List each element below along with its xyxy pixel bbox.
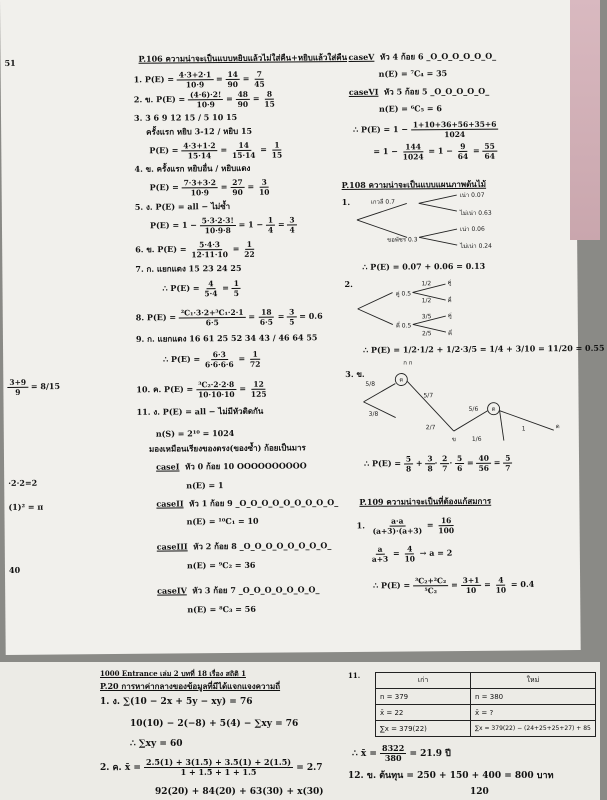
section-header-p106: P.106 ความน่าจะเป็นแบบหยิบแล้วไม่ใส่คืน+หยิบแล้วใส่คืน: [138, 51, 348, 64]
tree-1-leaf-4: ไม่เน่า 0.24: [460, 242, 492, 250]
answer-4: 4. ข. ครั้งแรก หยิบอื่น / หยิบแดง: [134, 162, 251, 174]
answer-6: 6. ข. P(E) = $\frac{5\cdot 4\cdot 3}{12\cdot 11\cdot 10}$ = $\frac{1}{22}$: [135, 239, 255, 260]
tree-1-branch-1: เกวลี 0.7: [370, 198, 395, 206]
margin-line-2: (1)² = π: [8, 501, 44, 512]
bottom-header: 1000 Entrance เล่ม 2 บทที่ 18 เรื่อง สถิติ 1: [100, 669, 246, 678]
table-cell: ∑x = 379(22): [376, 721, 471, 737]
case-5: caseV หัว 4 ก้อย 6 _O_O_O_O_O_O_: [348, 50, 497, 62]
bottom-line-4: 2. ค. x̄ = $\frac{2.5(1) + 3(1.5) + 3.5(1) + 2(1.5)}{1 + 1.5 + 1 + 1.5}$ = 2.7: [100, 757, 323, 777]
answer-11: 11. ง. P(E) = all − ไม่มีหัวติดกัน: [136, 405, 264, 417]
table-cell: n = 379: [376, 689, 471, 705]
answer-4-calc: P(E) = $\frac{7\cdot 3+3\cdot 2}{10\cdot 9}$ = $\frac{27}{90}$ = $\frac{3}{10}$: [149, 177, 270, 198]
tree-2-branch-1: คู่ 0.5: [395, 290, 412, 298]
tree-1-number: 1.: [341, 196, 351, 208]
margin-line-3: 40: [8, 564, 21, 575]
section-header-p109: P.109 ความน่าจะเป็นที่ต้องแก้สมการ: [359, 495, 492, 507]
answer-9: 9. ก. แยกแดง 16 61 25 52 34 43 / 46 64 55: [135, 332, 318, 344]
case-3-result: n(E) = ⁹C₂ = 36: [186, 559, 256, 571]
table-row: [376, 721, 596, 737]
tree-3-prob-4: 2/7: [425, 424, 436, 432]
bottom-line-2: 10(10) − 2(−8) + 5(4) − ∑xy = 76: [130, 719, 299, 729]
tree-3-prob-5: 5/6: [468, 405, 479, 413]
answer-2: 2. ข. P(E) = $\frac{(4\cdot 6)\cdot 2!}{10\cdot 9}$ = $\frac{48}{90}$ = $\frac{8}{15}$: [133, 89, 275, 110]
comparison-table: [375, 672, 596, 737]
table-cell: x̄ = 22: [376, 705, 471, 721]
answer-11-note: มองเหมือนเรียงของตรง(ของซ้ำ) ก้อยเป็นมาร: [148, 442, 306, 454]
tree-2-leaf-1: คู่: [447, 279, 452, 287]
tree-diagram-3: [363, 370, 564, 447]
tree-3-number: 3. ข.: [345, 368, 365, 380]
bottom-q12: 12. ข. ต้นทุน = 250 + 150 + 400 = 800 บาท: [348, 771, 554, 781]
page-ref: 51: [4, 57, 16, 68]
case-2: caseII หัว 1 ก้อย 9 _O_O_O_O_O_O_O_O_O_: [156, 497, 339, 509]
bottom-line-5: 92(20) + 84(20) + 63(30) + x(30): [155, 787, 324, 797]
tree-2-prob-4: 2/5: [421, 330, 432, 338]
tree-3-prob-3: 5/7: [423, 392, 434, 400]
tree-1-leaf-1: เน่า 0.07: [459, 191, 485, 199]
answer-10: 10. ค. P(E) = $\frac{\text{³C₂·2·2·8}}{10\cdot 10\cdot 10}$ = $\frac{12}{125}$: [136, 379, 267, 400]
case-6-result: n(E) = ⁶C₅ = 6: [378, 103, 442, 114]
case-1-result: n(E) = 1: [186, 480, 224, 491]
tree-3-prob-6: 1/6: [471, 435, 482, 443]
answer-3-note: ครั้งแรก หยิบ 3-12 / หยิบ 15: [146, 125, 253, 137]
tree-2-leaf-3: คู่: [447, 312, 452, 320]
bottom-q12-b: 120: [470, 787, 489, 797]
case-1: caseI หัว 0 ก้อย 10 OOOOOOOOOO: [156, 460, 307, 472]
case-6: caseVI หัว 5 ก้อย 5 _O_O_O_O_O_: [348, 85, 490, 97]
tree-3-prob-2: 3/8: [368, 410, 379, 418]
case-3: caseIII หัว 2 ก้อย 8 _O_O_O_O_O_O_O_O_: [156, 540, 332, 552]
case-4-result: n(E) = ⁸C₃ = 56: [187, 603, 256, 615]
answer-5-calc: P(E) = 1 − $\frac{5\cdot 3\cdot 2\cdot 3!}{10\cdot 9\cdot 8}$ = 1 − $\frac{1}{4}$ = $\frac{3}{4}$: [149, 215, 295, 236]
p109-q1: 1. $\frac{a\cdot a}{(a+3)\cdot(a+3)}$ = $\frac{16}{100}$: [356, 516, 455, 536]
tree-3-leaf: ด: [555, 423, 560, 431]
answer-11-final: = 1 − $\frac{144}{1024}$ = 1 − $\frac{9}{64}$ = $\frac{55}{64}$: [373, 141, 495, 162]
tree-1-leaf-2: ไม่เน่า 0.63: [459, 209, 492, 217]
answer-3: 3. 3 6 9 12 15 / 5 10 15: [133, 111, 238, 123]
case-5-result: n(E) = ⁷C₄ = 35: [378, 68, 448, 79]
table-header-old: เก่า: [376, 673, 471, 689]
bottom-average: ∴ x̄ = $\frac{8322}{380}$ = 21.9 ปี: [352, 743, 451, 763]
tree-1-branch-2: ขอพัชร 0.3: [387, 236, 418, 244]
answer-7-calc: ∴ P(E) = $\frac{4}{5\cdot 4}$ = $\frac{1}{5}$: [162, 278, 240, 299]
tree-3-node-2: ด: [491, 405, 496, 413]
answer-5: 5. ง. P(E) = all − ไม่ซ้ำ: [134, 200, 231, 212]
bottom-line-3: ∴ ∑xy = 60: [130, 739, 183, 749]
case-2-result: n(E) = ¹⁰C₁ = 10: [186, 515, 259, 527]
tree-2-branch-2: คี่ 0.5: [395, 322, 412, 330]
tree-2-number: 2.: [344, 278, 353, 290]
table-cell: x̄ = ?: [471, 705, 596, 721]
bottom-subheader: P.20 การหาค่ากลางของข้อมูลที่มีได้แจกแจงความถี่: [100, 681, 281, 691]
answer-7: 7. ก. แยกแดง 15 23 24 25: [135, 262, 242, 274]
tree-2-leaf-2: คี่: [447, 297, 452, 305]
tree-2-prob-1: 1/2: [421, 280, 432, 288]
tree-3-prob-1: 5/8: [365, 380, 376, 388]
answer-3-calc: P(E) = $\frac{4\cdot 3+1\cdot 2}{15\cdot 14}$ = $\frac{14}{15\cdot 14}$ = $\frac{1}{15}$: [149, 140, 283, 161]
section-header-p108: P.108 ความน่าจะเป็นแบบแผนภาพต้นไม้: [341, 178, 487, 191]
tree-2-leaf-4: คี่: [447, 330, 452, 338]
table-row: [376, 689, 596, 705]
answer-8: 8. P(E) = $\frac{\text{²C₁·3·2+³C₁·2·1}}{6\cdot 5}$ = $\frac{18}{6\cdot 5}$ = $\frac{3}{5}$ = 0.6: [135, 307, 323, 328]
tree-diagram-2: [357, 278, 478, 339]
margin-fraction: $\frac{3+9}{9}$ = 8/15: [9, 377, 61, 397]
p109-q1-step: $\frac{a}{a+3}$ = $\frac{4}{10}$ → a = 2: [371, 544, 453, 564]
table-header-row: [376, 673, 596, 689]
tree-2-labels: ก ก: [403, 359, 413, 367]
tree-3-node-1: ด: [399, 376, 404, 384]
table-cell: ∑x = 379(22) − (24+25+25+27) + 85: [471, 721, 596, 737]
tree-2-result: ∴ P(E) = 1/2·1/2 + 1/2·3/5 = 1/4 + 3/10 = 11/20 = 0.55: [363, 342, 605, 355]
tree-2-prob-2: 1/2: [421, 297, 432, 305]
answer-1: 1. P(E) = $\frac{4\cdot 3+2\cdot 1}{10\cdot 9}$ = $\frac{14}{90}$ = $\frac{7}{45}$: [133, 69, 265, 90]
margin-line-1: ·2·2=2: [8, 477, 38, 488]
bottom-q11: 11.: [348, 671, 361, 680]
tree-diagram-1: [357, 190, 518, 251]
tree-3-result: ∴ P(E) = $\frac{5}{8}$ + $\frac{3}{8}$ · $\frac{2}{7}$ · $\frac{5}{6}$ = $\frac{40}{56}$ = $\frac{5}{7}$: [364, 453, 511, 474]
tree-1-result: ∴ P(E) = 0.07 + 0.06 = 0.13: [362, 260, 486, 272]
answer-11-sum: ∴ P(E) = 1 − $\frac{1+10+36+56+35+6}{1024}$: [353, 120, 498, 140]
tree-1-leaf-3: เน่า 0.06: [459, 225, 485, 233]
table-header-new: ใหม่: [471, 673, 596, 689]
answer-9-calc: ∴ P(E) = $\frac{6\cdot 3}{6\cdot 6\cdot 6\cdot 6}$ = $\frac{1}{72}$: [163, 349, 261, 370]
case-4: caseIV หัว 3 ก้อย 7 _O_O_O_O_O_O_O_: [157, 584, 320, 596]
tree-3-leaf-x: ข: [451, 436, 456, 444]
table-cell: n = 380: [471, 689, 596, 705]
background-fabric: [570, 0, 600, 240]
table-row: [376, 705, 596, 721]
answer-11-sample-space: n(S) = 2¹⁰ = 1024: [155, 427, 235, 439]
bottom-line-1: 1. ง. ∑(10 − 2x + 5y − xy) = 76: [100, 697, 253, 707]
p109-q1-result: ∴ P(E) = $\frac{\text{³C₂+²C₂}}{\text{⁵C₂}}$ = $\frac{3+1}{10}$ = $\frac{4}{10}$ = 0.4: [373, 575, 535, 596]
tree-2-prob-3: 3/5: [421, 313, 432, 321]
tree-3-prob-7: 1: [521, 425, 526, 433]
